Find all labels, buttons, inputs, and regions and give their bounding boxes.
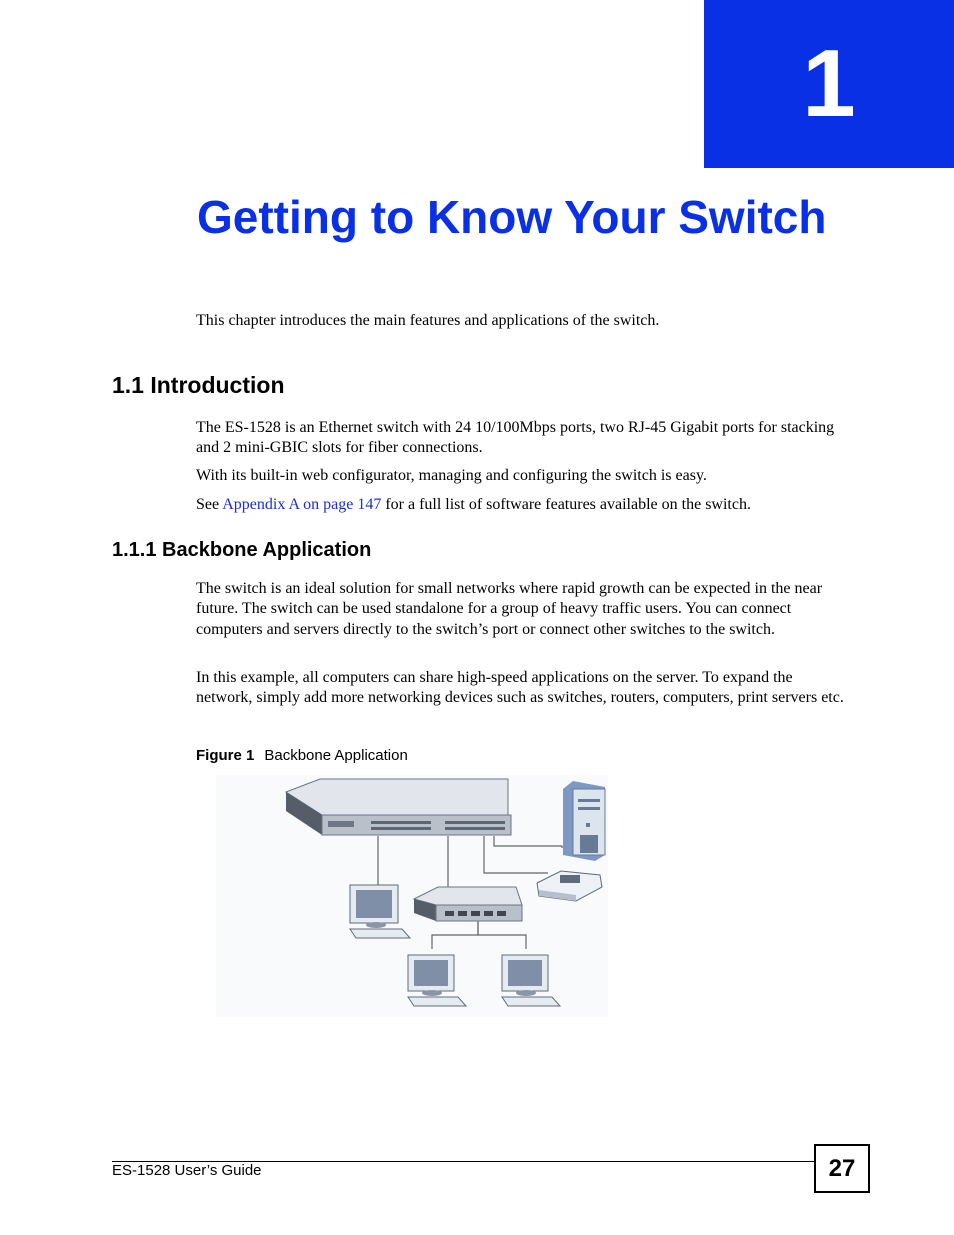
appendix-suffix: for a full list of software features available on the switch. [381, 496, 751, 513]
server-icon [563, 781, 605, 861]
figure-title: Backbone Application [264, 747, 408, 764]
chapter-title: Getting to Know Your Switch [197, 191, 827, 243]
edge-switch-icon [414, 887, 522, 921]
chapter-number-box [704, 0, 954, 168]
intro-paragraph-3 [196, 495, 846, 515]
backbone-paragraph-1: The switch is an ideal solution for small networks where rapid growth can be expected in the near future. The switch can be used standalone for a group of heavy traffic users. You can connect computers and servers directly to the switch’s port or connect other switches to the switch. [196, 580, 823, 638]
backbone-figure [216, 775, 608, 1017]
main-switch-icon [286, 779, 511, 835]
intro-paragraph-1: The ES-1528 is an Ethernet switch with 24 10/100Mbps ports, two RJ-45 Gigabit ports for stacking and 2 mini-GBIC slots for fiber connections. [196, 419, 835, 457]
chapter-intro: This chapter introduces the main features and applications of the switch. [196, 312, 660, 329]
appendix-prefix: See [196, 496, 223, 513]
chapter-number: 1 [802, 30, 856, 137]
section-heading-introduction: 1.1 Introduction [112, 372, 285, 398]
network-diagram [216, 775, 608, 1017]
page-number: 27 [814, 1144, 870, 1193]
footer-guide-title: ES-1528 User’s Guide [112, 1162, 262, 1179]
section-heading-backbone: 1.1.1 Backbone Application [112, 539, 372, 561]
appendix-link[interactable]: Appendix A on page 147 [222, 496, 382, 513]
figure-caption [196, 747, 408, 764]
backbone-paragraph-2: In this example, all computers can share high-speed applications on the server. To expand the network, simply add more networking devices such as switches, routers, computers, print servers etc. [196, 669, 844, 707]
figure-label: Figure 1 [196, 747, 255, 764]
intro-paragraph-2: With its built-in web configurator, managing and configuring the switch is easy. [196, 467, 707, 484]
